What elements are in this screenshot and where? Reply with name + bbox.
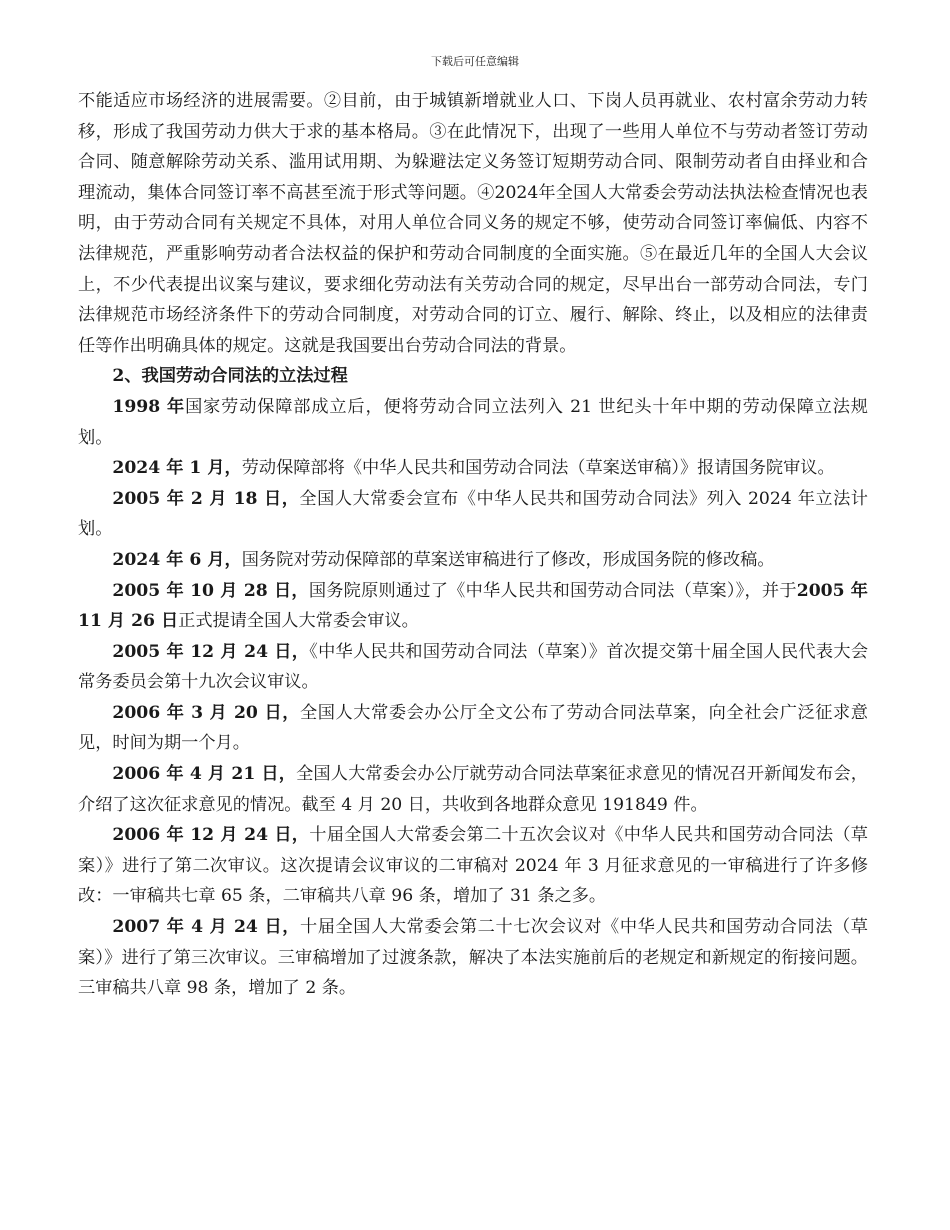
timeline-entry bbox=[78, 453, 868, 484]
timeline-text: 国家劳动保障部成立后，便将劳动合同立法列入 21 世纪头十年中期的劳动保障立法规划。 bbox=[78, 396, 868, 448]
timeline-entry bbox=[78, 392, 868, 453]
timeline-text: 正式提请全国人大常委会审议。 bbox=[178, 611, 419, 632]
timeline-date: 2005 年 12 月 24 日， bbox=[112, 641, 310, 662]
timeline-entry bbox=[78, 545, 868, 576]
timeline-date: 2005 年 10 月 28 日， bbox=[112, 580, 309, 601]
background-paragraph: 不能适应市场经济的进展需要。②目前，由于城镇新增就业人口、下岗人员再就业、农村富余劳动力转移，形成了我国劳动力供大于求的基本格局。③在此情况下，出现了一些用人单位不与劳动者签订劳动合同、随意解除劳动关系、滥用试用期、为躲避法定义务签订短期劳动合同、限制劳动者自由择业和合理流动，集体合同签订率不高甚至流于形式等问题。④2024年全国人大常委会劳动法执法检查情况也表明，由于劳动合同有关规定不具体，对用人单位合同义务的规定不够，使劳动合同签订率偏低、内容不法律规范，严重影响劳动者合法权益的保护和劳动合同制度的全面实施。⑤在最近几年的全国人大会议上，不少代表提出议案与建议，要求细化劳动法有关劳动合同的规定，尽早出台一部劳动合同法，专门法律规范市场经济条件下的劳动合同制度，对劳动合同的订立、履行、解除、终止，以及相应的法律责任等作出明确具体的规定。这就是我国要出台劳动合同法的背景。 bbox=[78, 91, 868, 356]
timeline-entry bbox=[78, 484, 868, 545]
timeline-date: 2007 年 4 月 24 日， bbox=[112, 917, 300, 938]
timeline-text: 《中华人民共和国劳动合同法（草案）》首次提交第十届全国人民代表大会常务委员会第十九次会议审议。 bbox=[78, 641, 869, 693]
timeline-text: 全国人大常委会宣布《中华人民共和国劳动合同法》列入 2024 年立法计划。 bbox=[78, 488, 868, 540]
timeline-text: 国务院对劳动保障部的草案送审稿进行了修改，形成国务院的修改稿。 bbox=[241, 549, 775, 570]
timeline-entry bbox=[78, 820, 868, 912]
timeline-entry bbox=[78, 637, 868, 698]
document-body bbox=[78, 86, 868, 1004]
timeline-date: 2005 年 11 月 26 日 bbox=[78, 580, 868, 632]
timeline-entry bbox=[78, 912, 868, 1004]
timeline-date: 2006 年 4 月 21 日， bbox=[112, 764, 297, 785]
section-heading: 2、我国劳动合同法的立法过程 bbox=[112, 366, 348, 387]
timeline-date: 2005 年 2 月 18 日， bbox=[112, 488, 300, 509]
timeline-text: 十届全国人大常委会第二十七次会议对《中华人民共和国劳动合同法（草案）》进行了第三次审议。三审稿增加了过渡条款，解决了本法实施前后的老规定和新规定的衔接问题。三审稿共八章 98 条，增加了 2 条。 bbox=[78, 917, 868, 999]
timeline-date: 2024 年 6 月， bbox=[112, 549, 242, 570]
timeline-date: 2024 年 1 月， bbox=[112, 458, 242, 479]
timeline-entry bbox=[78, 698, 868, 759]
timeline-entry bbox=[78, 576, 868, 637]
timeline-text: 全国人大常委会办公厅就劳动合同法草案征求意见的情况召开新闻发布会，介绍了这次征求意见的情况。截至 4 月 20 日，共收到各地群众意见 191849 件。 bbox=[78, 764, 868, 815]
timeline-entry bbox=[78, 759, 868, 820]
page-header: 下载后可任意编辑 bbox=[431, 55, 519, 68]
timeline-text: 劳动保障部将《中华人民共和国劳动合同法（草案送审稿）》报请国务院审议。 bbox=[241, 458, 835, 479]
timeline-date: 2006 年 12 月 24 日， bbox=[112, 825, 310, 846]
timeline-text: 全国人大常委会办公厅全文公布了劳动合同法草案，向全社会广泛征求意见，时间为期一个月。 bbox=[78, 702, 868, 754]
timeline-text: 国务院原则通过了《中华人民共和国劳动合同法（草案）》，并于 bbox=[308, 580, 797, 601]
timeline-text: 十届全国人大常委会第二十五次会议对《中华人民共和国劳动合同法（草案）》进行了第二次审议。这次提请会议审议的二审稿对 2024 年 3 月征求意见的一审稿进行了许多修改：一审稿共七章 65 条，二审稿共八章 96 条，增加了 31 条之多。 bbox=[78, 825, 868, 907]
timeline-date: 2006 年 3 月 20 日， bbox=[112, 702, 300, 723]
timeline-date: 1998 年 bbox=[112, 396, 186, 417]
